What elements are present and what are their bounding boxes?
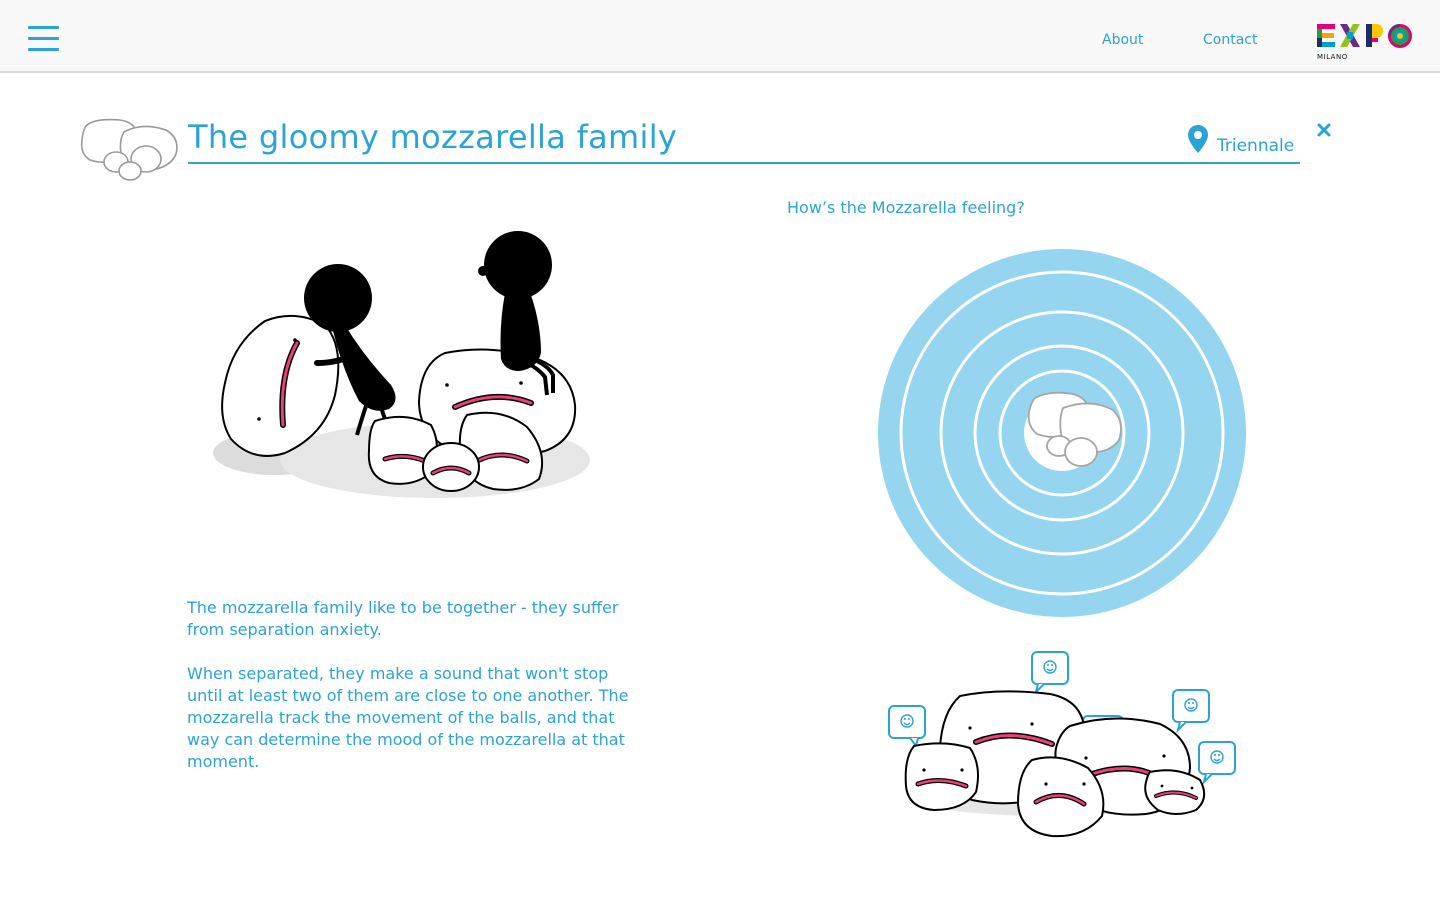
top-bar [0, 0, 1440, 73]
description-paragraph: When separated, they make a sound that won't stop until at least two of them are close to one another. The mozzarella track the movement of the balls, and that way can determine the mood of the mozzarella at that moment. [187, 664, 629, 771]
location-label: Triennale [1217, 136, 1295, 156]
menu-icon[interactable] [28, 26, 60, 52]
title-underline [188, 162, 1300, 164]
expo-milano-logo[interactable] [1316, 22, 1414, 50]
description [187, 597, 647, 795]
family-with-figures-illustration [205, 225, 605, 510]
mozzarella-family-icon [80, 116, 180, 182]
nav-contact-link[interactable]: Contact [1203, 32, 1258, 48]
description-paragraph: The mozzarella family like to be together - they suffer from separation anxiety. [187, 598, 619, 639]
menu-icon-line [28, 26, 59, 29]
mood-radar [877, 248, 1247, 618]
mozzarella-mood-illustration [880, 648, 1242, 843]
expo-logo-subtext: MILANO [1317, 53, 1348, 61]
close-icon[interactable] [1316, 122, 1332, 138]
mood-question: How’s the Mozzarella feeling? [787, 198, 1025, 217]
menu-icon-line [28, 37, 59, 40]
menu-icon-line [28, 48, 59, 51]
map-pin-icon [1187, 124, 1209, 154]
page-title: The gloomy mozzarella family [188, 118, 678, 156]
nav-about-link[interactable]: About [1102, 32, 1144, 48]
